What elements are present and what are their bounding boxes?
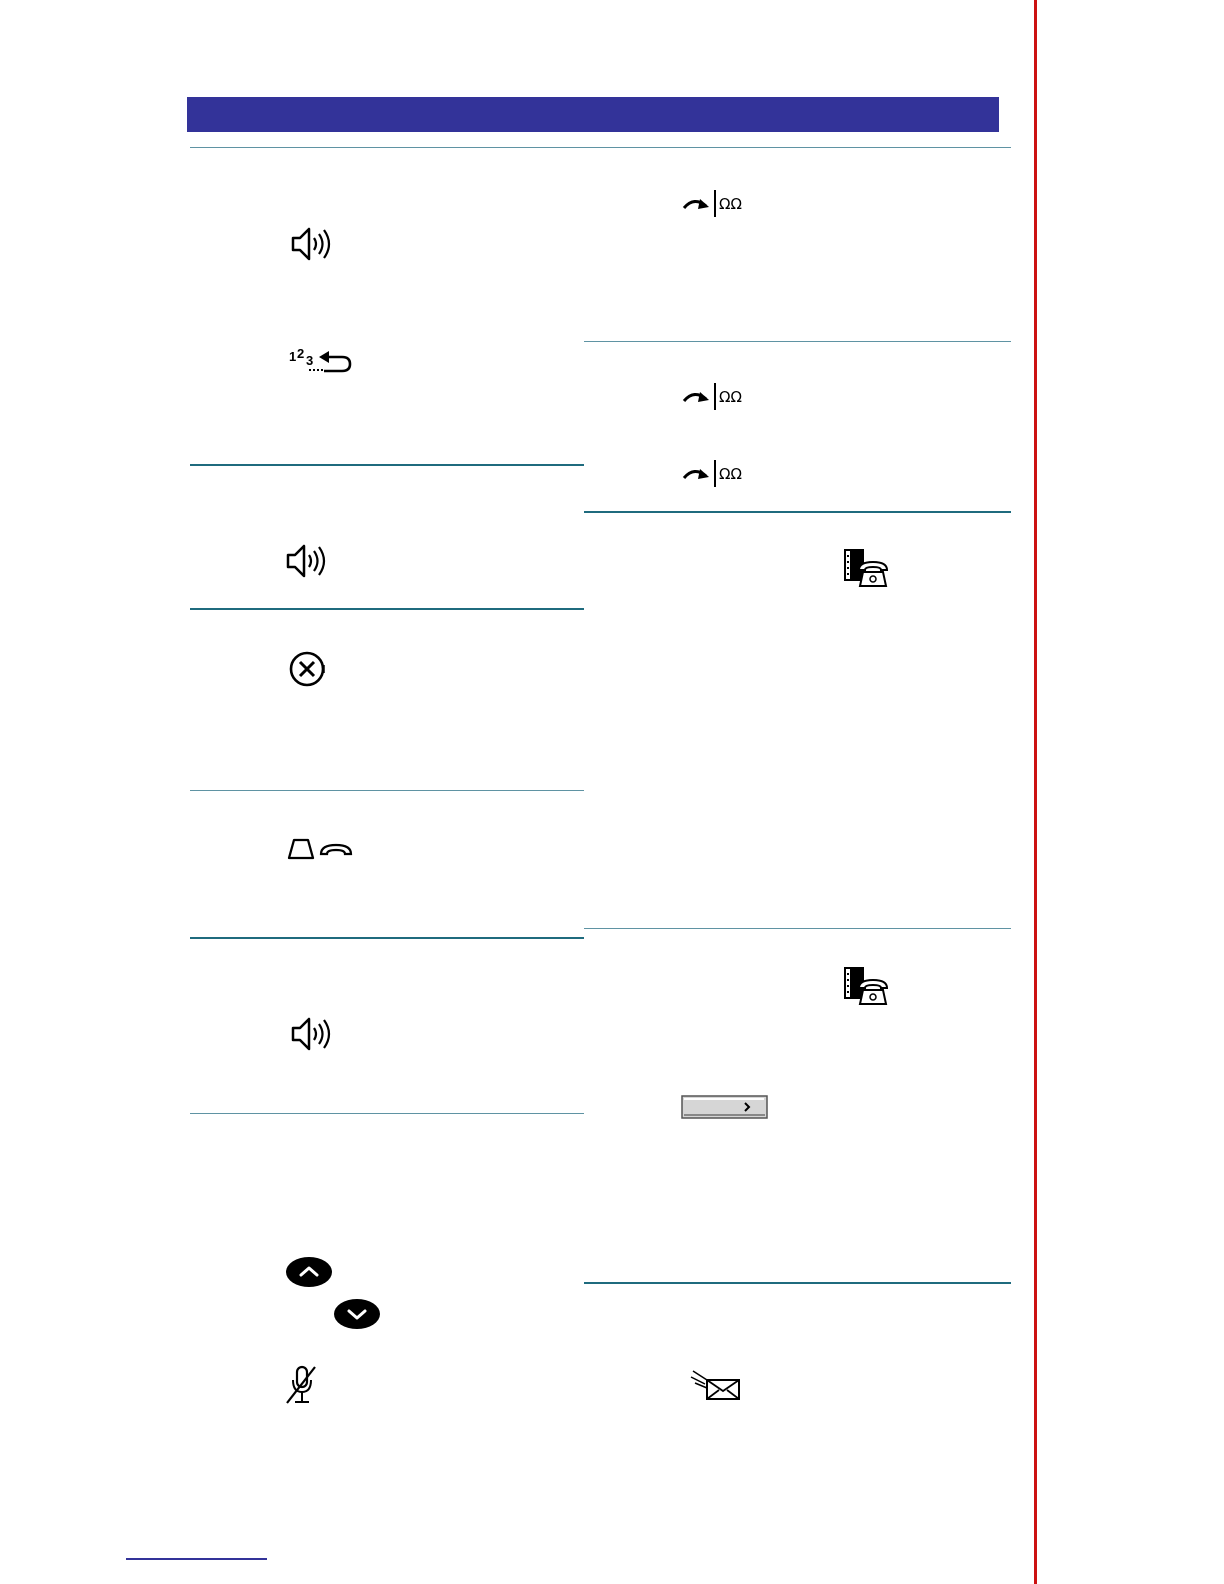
section-divider [190,937,584,939]
speaker-icon [290,1016,334,1052]
section-divider [190,464,584,466]
hook-icon [287,836,357,862]
footer-link-underline [126,1558,267,1560]
section-divider [190,790,584,791]
svg-text:ΩΩ: ΩΩ [719,195,742,213]
phone-directory-icon [843,966,889,1006]
section-divider [584,341,1011,342]
section-divider [584,928,1011,929]
section-divider [584,1282,1011,1284]
message-icon [689,1368,743,1402]
section-divider [190,608,584,610]
svg-text:2: 2 [297,348,305,361]
svg-text:3: 3 [306,353,314,368]
svg-text:1: 1 [289,349,297,364]
call-forward-icon [682,458,752,488]
mute-icon [284,1364,324,1406]
phone-directory-icon [843,548,889,588]
svg-text:ΩΩ: ΩΩ [719,388,742,406]
call-forward-icon [682,188,752,218]
softkey-arrow-icon [681,1095,769,1120]
svg-text:ΩΩ: ΩΩ [719,465,742,483]
speaker-icon [285,543,329,579]
margin-line [1034,0,1037,1584]
section-divider [584,147,1011,148]
header-bar [187,97,999,132]
section-divider [584,511,1011,513]
section-divider [190,147,584,148]
volume-up-icon [285,1256,333,1288]
section-divider [190,1113,584,1114]
call-forward-icon [682,381,752,411]
volume-down-icon [333,1298,381,1330]
speaker-icon [290,226,334,262]
redial-icon [288,348,354,374]
cancel-icon [287,649,329,689]
